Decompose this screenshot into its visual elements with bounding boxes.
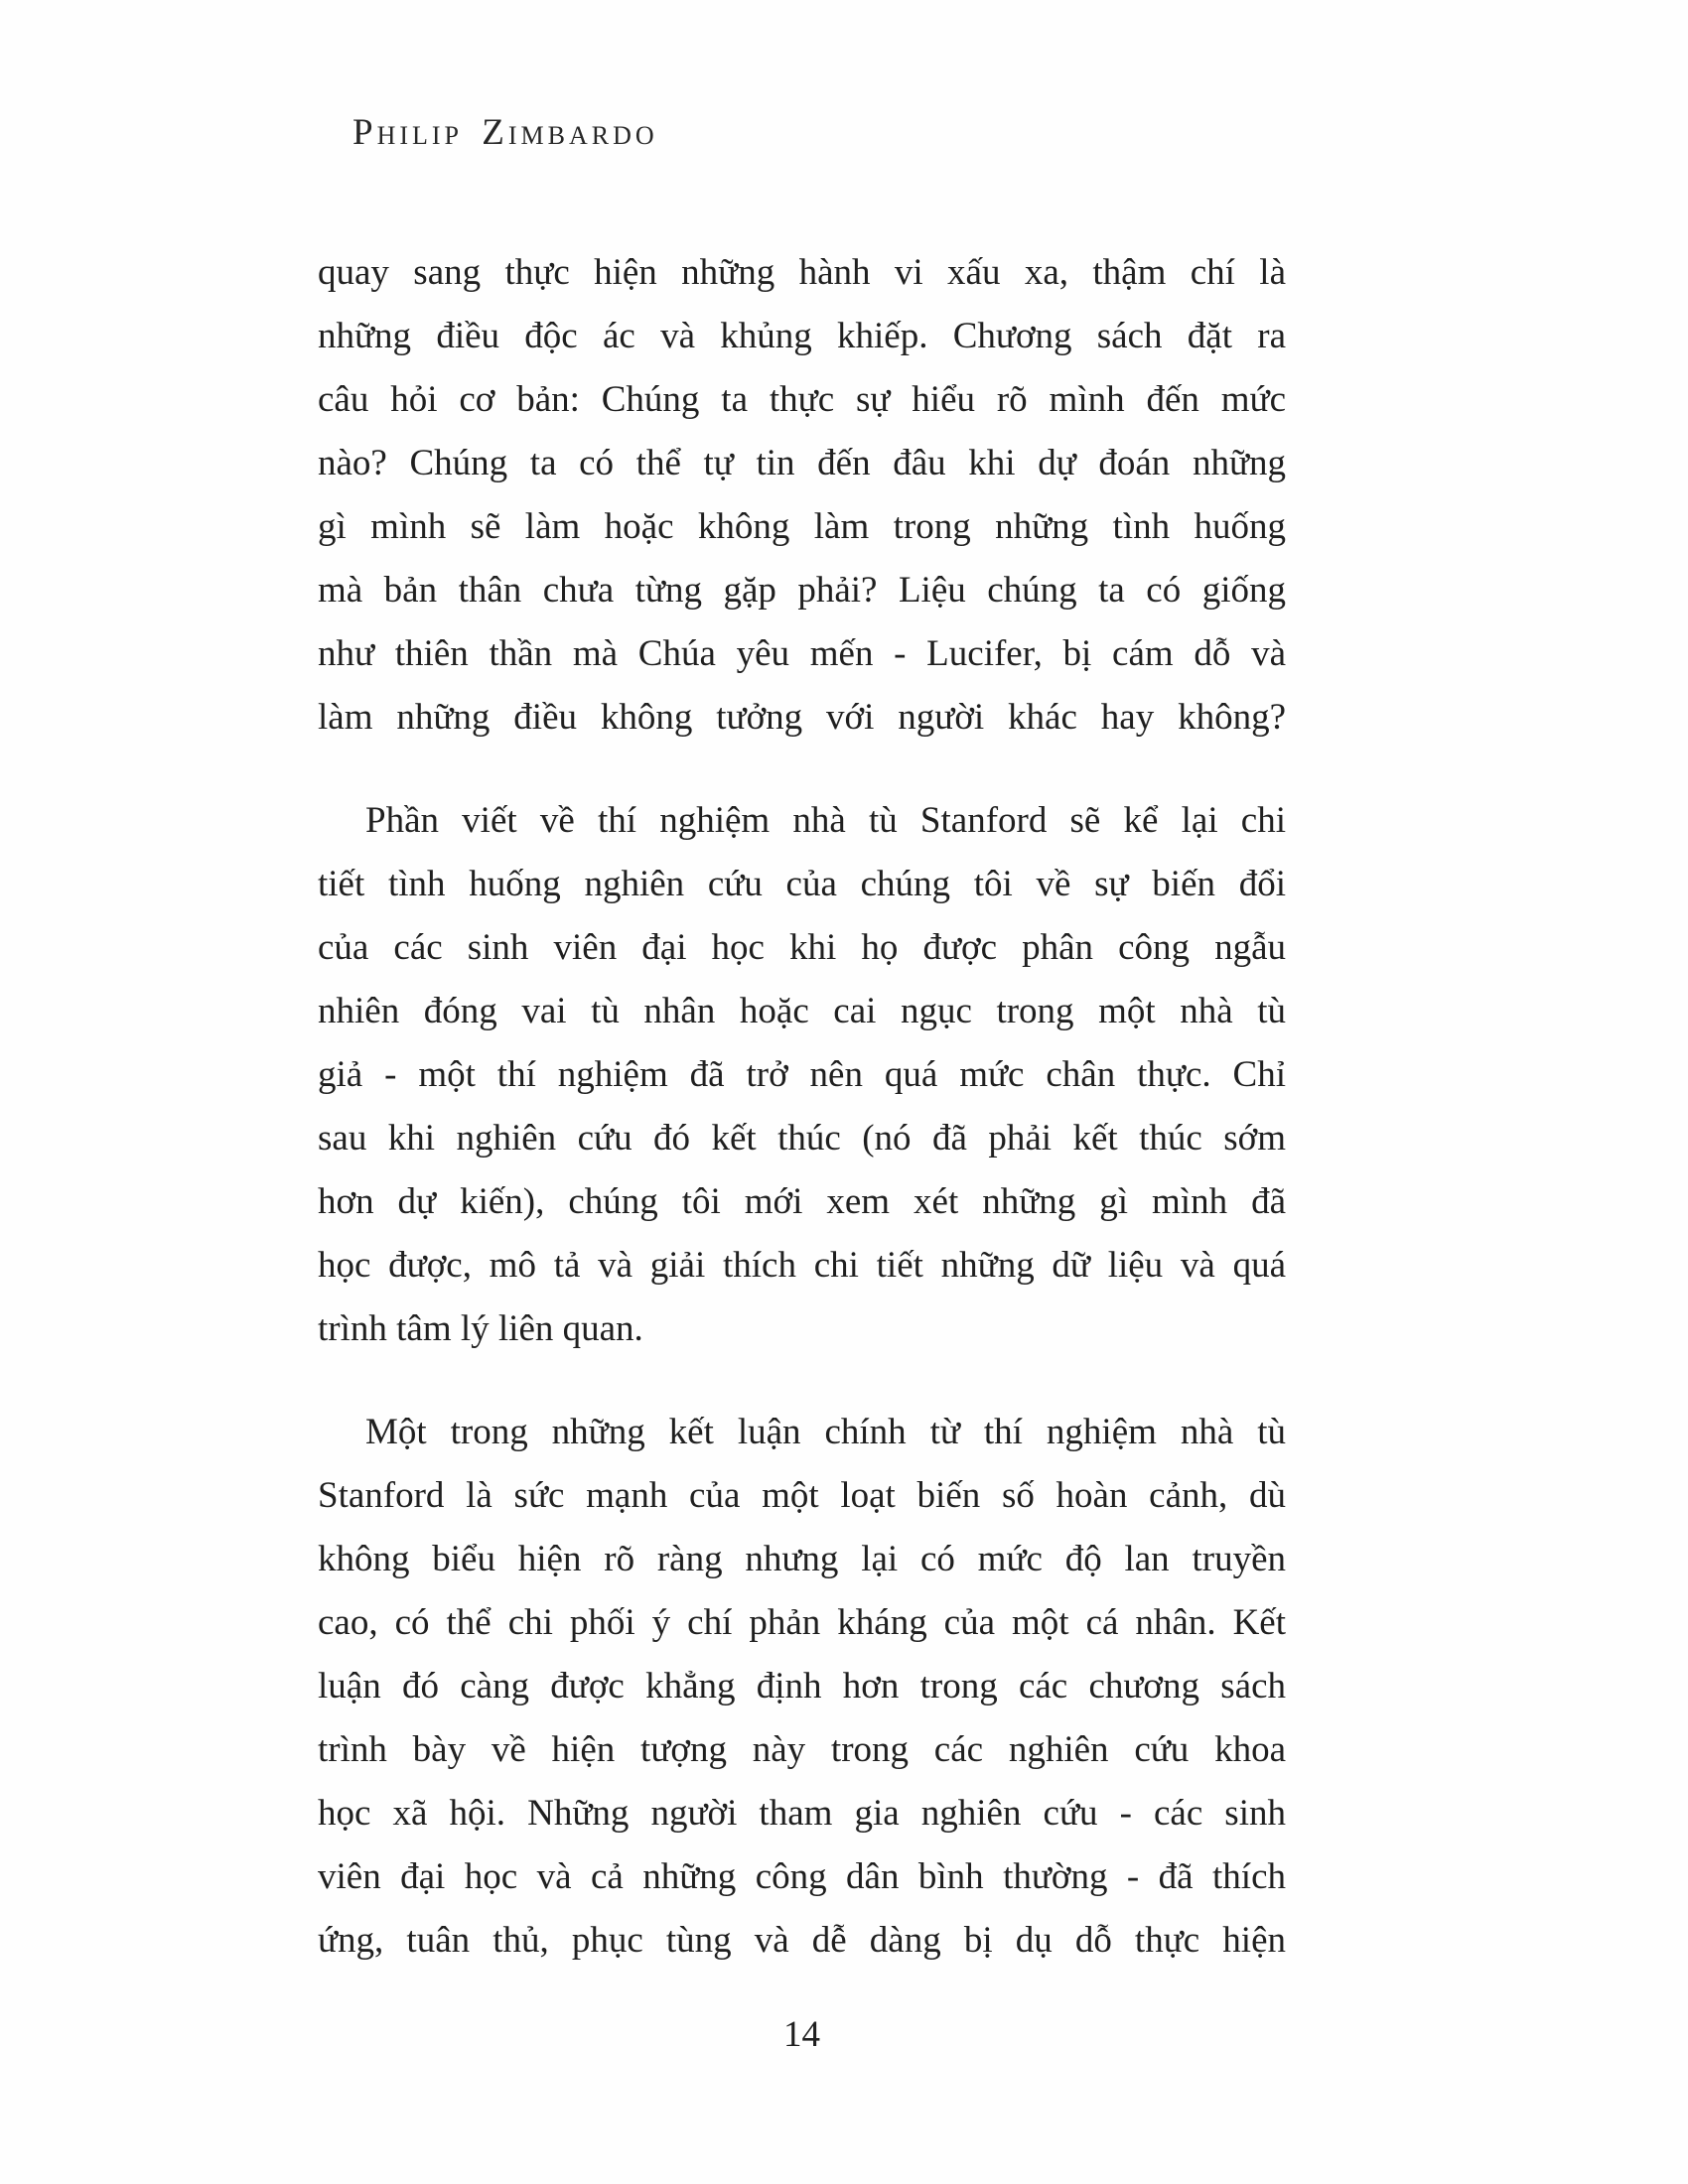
text-line: luận đó càng được khẳng định hơn trong các chương sách: [318, 1666, 1286, 1706]
body-text: [318, 241, 1286, 1973]
text-line: như thiên thần mà Chúa yêu mến - Lucifer, bị cám dỗ và: [318, 633, 1286, 674]
text-line: làm những điều không tưởng với người khác hay không?: [318, 697, 1286, 738]
text-line: Một trong những kết luận chính từ thí nghiệm nhà tù: [365, 1412, 1286, 1452]
text-line: của các sinh viên đại học khi họ được phân công ngẫu: [318, 927, 1286, 968]
text-line: viên đại học và cả những công dân bình thường - đã thích: [318, 1856, 1286, 1897]
paragraph: [318, 1401, 1286, 1973]
text-line: cao, có thể chi phối ý chí phản kháng của một cá nhân. Kết: [318, 1602, 1286, 1643]
text-line: gì mình sẽ làm hoặc không làm trong những tình huống: [318, 506, 1286, 547]
text-line: nào? Chúng ta có thể tự tin đến đâu khi dự đoán những: [318, 443, 1286, 483]
text-line: không biểu hiện rõ ràng nhưng lại có mức độ lan truyền: [318, 1539, 1286, 1579]
text-line: giả - một thí nghiệm đã trở nên quá mức chân thực. Chỉ: [318, 1054, 1286, 1095]
text-line: nhiên đóng vai tù nhân hoặc cai ngục trong một nhà tù: [318, 991, 1286, 1031]
text-line: câu hỏi cơ bản: Chúng ta thực sự hiểu rõ mình đến mức: [318, 379, 1286, 420]
paragraph: [318, 789, 1286, 1361]
text-line: quay sang thực hiện những hành vi xấu xa, thậm chí là: [318, 252, 1286, 293]
text-line: mà bản thân chưa từng gặp phải? Liệu chúng ta có giống: [318, 570, 1286, 611]
text-line: tiết tình huống nghiên cứu của chúng tôi về sự biến đổi: [318, 864, 1286, 904]
text-line: trình tâm lý liên quan.: [318, 1308, 643, 1349]
text-line: ứng, tuân thủ, phục tùng và dễ dàng bị dụ dỗ thực hiện: [318, 1920, 1286, 1961]
page-number: 14: [783, 2014, 820, 2055]
text-line: Phần viết về thí nghiệm nhà tù Stanford sẽ kể lại chi: [365, 800, 1286, 841]
paragraph: [318, 241, 1286, 750]
text-line: học xã hội. Những người tham gia nghiên cứu - các sinh: [318, 1793, 1286, 1834]
author-name: Philip Zimbardo: [352, 112, 658, 153]
text-line: những điều độc ác và khủng khiếp. Chương sách đặt ra: [318, 316, 1286, 356]
text-line: trình bày về hiện tượng này trong các nghiên cứu khoa: [318, 1729, 1286, 1770]
running-header: [352, 111, 658, 154]
text-line: sau khi nghiên cứu đó kết thúc (nó đã phải kết thúc sớm: [318, 1118, 1286, 1159]
text-line: Stanford là sức mạnh của một loạt biến số hoàn cảnh, dù: [318, 1475, 1286, 1516]
text-line: học được, mô tả và giải thích chi tiết những dữ liệu và quá: [318, 1245, 1286, 1286]
text-line: hơn dự kiến), chúng tôi mới xem xét những gì mình đã: [318, 1181, 1286, 1222]
